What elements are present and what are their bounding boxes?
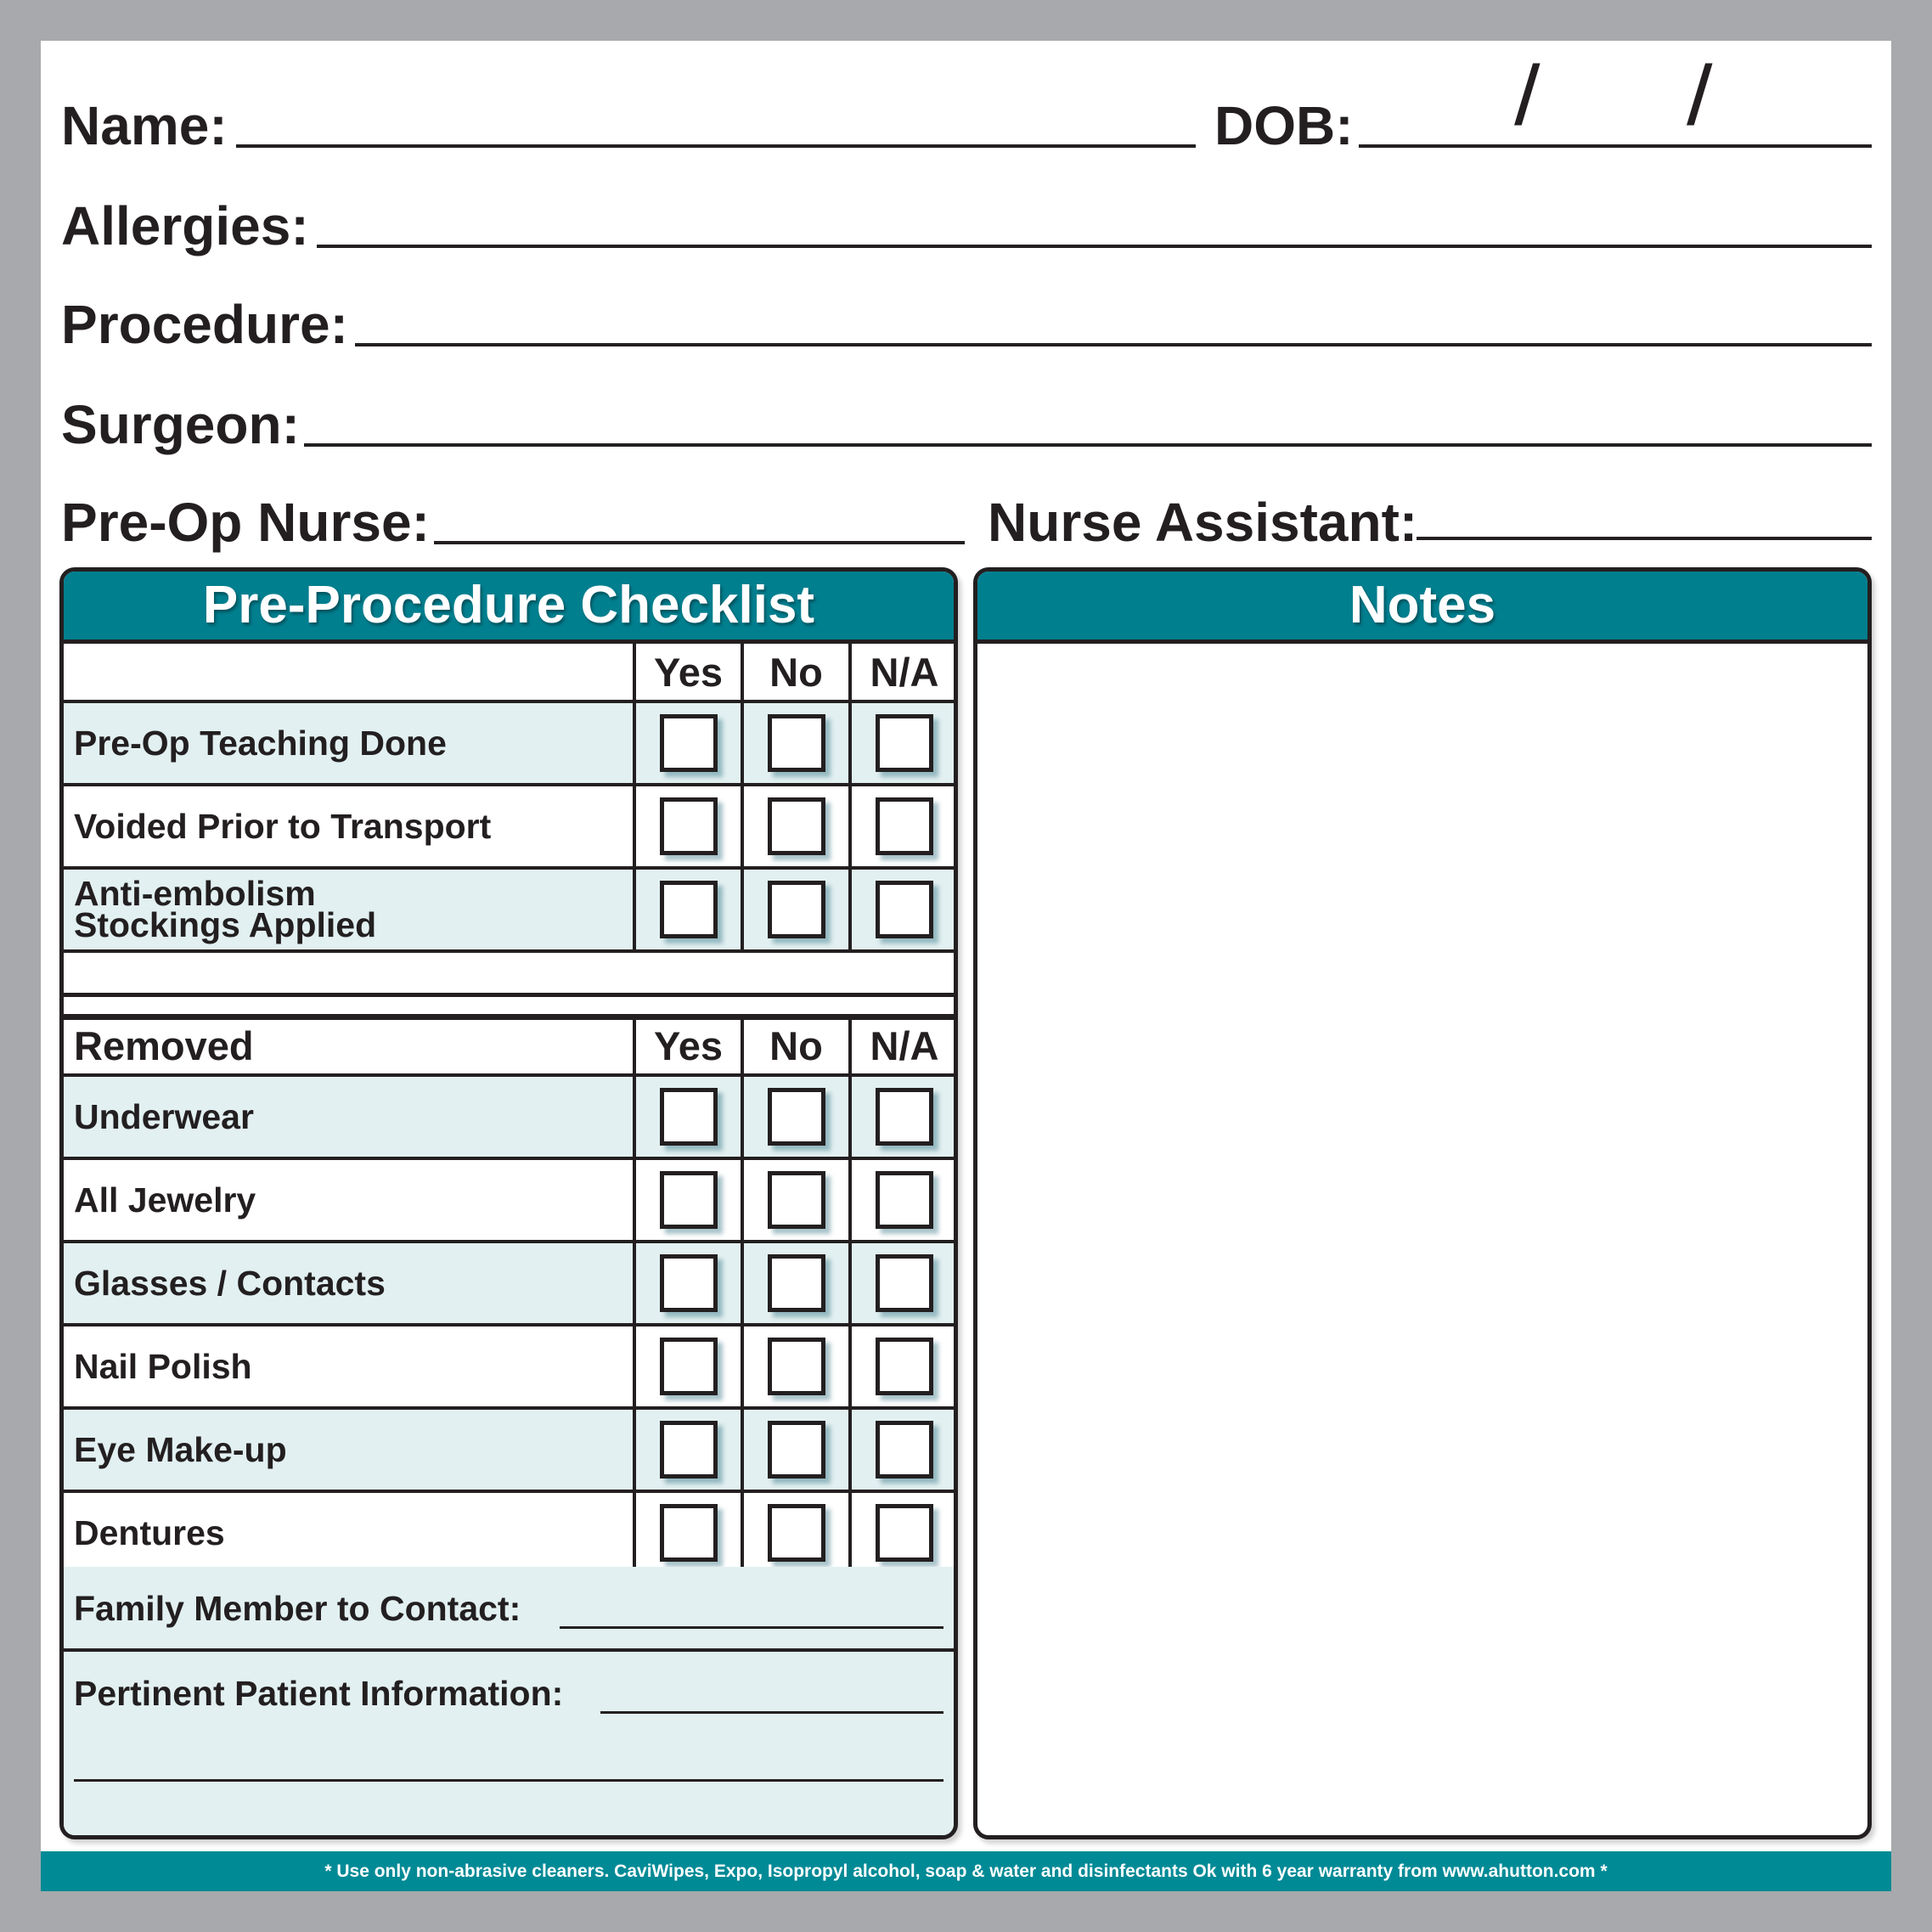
- pre-op-nurse-line[interactable]: [434, 541, 965, 544]
- pertinent-info-area: [64, 1652, 954, 1835]
- col-no: No: [742, 642, 850, 701]
- dob-line[interactable]: [1359, 144, 1872, 148]
- col-yes: Yes: [634, 642, 742, 701]
- name-label: Name:: [61, 95, 228, 156]
- table-row: [62, 868, 958, 951]
- table-row: [62, 785, 958, 868]
- family-member-row: [64, 1567, 954, 1652]
- name-line[interactable]: [236, 144, 1196, 148]
- yes-checkbox[interactable]: [660, 1338, 718, 1395]
- no-checkbox[interactable]: [768, 1088, 825, 1146]
- pre-procedure-table: [60, 640, 958, 953]
- allergies-line[interactable]: [317, 245, 1872, 248]
- col-na: N/A: [850, 1016, 958, 1075]
- no-checkbox[interactable]: [768, 1421, 825, 1479]
- na-checkbox[interactable]: [876, 881, 933, 938]
- table-row: [62, 1491, 958, 1574]
- checklist-title: Pre-Procedure Checklist: [64, 572, 954, 644]
- pertinent-info-line-2[interactable]: [74, 1779, 943, 1782]
- procedure-line[interactable]: [355, 343, 1872, 346]
- table-row: [62, 1075, 958, 1158]
- no-checkbox[interactable]: [768, 1504, 825, 1562]
- removed-table: [60, 1014, 958, 1576]
- blank-header-cell: [62, 642, 634, 701]
- na-checkbox[interactable]: [876, 1254, 933, 1312]
- family-member-line[interactable]: [560, 1626, 943, 1629]
- col-na: N/A: [850, 642, 958, 701]
- yes-checkbox[interactable]: [660, 881, 718, 938]
- item-label-line1: Anti-embolism: [74, 874, 316, 914]
- nurse-assistant-label: Nurse Assistant:: [988, 492, 1418, 553]
- na-checkbox[interactable]: [876, 797, 933, 855]
- no-checkbox[interactable]: [768, 1254, 825, 1312]
- item-label-line2: Stockings Applied: [74, 905, 377, 944]
- yes-checkbox[interactable]: [660, 1421, 718, 1479]
- yes-checkbox[interactable]: [660, 797, 718, 855]
- yes-checkbox[interactable]: [660, 1254, 718, 1312]
- no-checkbox[interactable]: [768, 1338, 825, 1395]
- whiteboard: [41, 41, 1891, 1891]
- item-label: Dentures: [62, 1491, 634, 1574]
- procedure-label: Procedure:: [61, 294, 348, 355]
- yes-checkbox[interactable]: [660, 1504, 718, 1562]
- col-no: No: [742, 1016, 850, 1075]
- na-checkbox[interactable]: [876, 714, 933, 772]
- nurse-assistant-line[interactable]: [1417, 537, 1872, 540]
- col-yes: Yes: [634, 1016, 742, 1075]
- item-label: Underwear: [62, 1075, 634, 1158]
- item-label: [62, 868, 634, 951]
- item-label: Eye Make-up: [62, 1408, 634, 1491]
- no-checkbox[interactable]: [768, 714, 825, 772]
- surgeon-line[interactable]: [304, 443, 1872, 447]
- allergies-label: Allergies:: [61, 195, 309, 256]
- surgeon-label: Surgeon:: [61, 394, 300, 455]
- no-checkbox[interactable]: [768, 797, 825, 855]
- item-label: Voided Prior to Transport: [62, 785, 634, 868]
- no-checkbox[interactable]: [768, 881, 825, 938]
- yes-checkbox[interactable]: [660, 1171, 718, 1229]
- notes-title: Notes: [977, 572, 1867, 644]
- item-label: Pre-Op Teaching Done: [62, 701, 634, 785]
- table-row: [62, 1242, 958, 1325]
- footer-warranty-note: * Use only non-abrasive cleaners. CaviWipes, Expo, Isopropyl alcohol, soap & water and disinfectants Ok with 6 year warranty from www.ahutton.com *: [41, 1851, 1891, 1891]
- table-row: [62, 1158, 958, 1242]
- pertinent-info-label: Pertinent Patient Information:: [74, 1674, 564, 1713]
- no-checkbox[interactable]: [768, 1171, 825, 1229]
- dob-separator-2: /: [1687, 48, 1713, 143]
- pre-op-nurse-label: Pre-Op Nurse:: [61, 492, 430, 553]
- na-checkbox[interactable]: [876, 1504, 933, 1562]
- yes-checkbox[interactable]: [660, 714, 718, 772]
- removed-heading: Removed: [62, 1016, 634, 1075]
- item-label: All Jewelry: [62, 1158, 634, 1242]
- na-checkbox[interactable]: [876, 1171, 933, 1229]
- na-checkbox[interactable]: [876, 1338, 933, 1395]
- na-checkbox[interactable]: [876, 1421, 933, 1479]
- yes-checkbox[interactable]: [660, 1088, 718, 1146]
- na-checkbox[interactable]: [876, 1088, 933, 1146]
- table-row: [62, 701, 958, 785]
- item-label: Glasses / Contacts: [62, 1242, 634, 1325]
- pertinent-info-line-1[interactable]: [600, 1711, 943, 1714]
- table-row: [62, 1325, 958, 1408]
- checklist-panel: [59, 567, 958, 1839]
- dob-label: DOB:: [1214, 95, 1354, 156]
- family-member-label: Family Member to Contact:: [74, 1589, 521, 1628]
- dob-separator-1: /: [1514, 48, 1541, 143]
- notes-panel: [973, 567, 1872, 1839]
- notes-area[interactable]: [977, 644, 1867, 1835]
- item-label: Nail Polish: [62, 1325, 634, 1408]
- table-row: [62, 1408, 958, 1491]
